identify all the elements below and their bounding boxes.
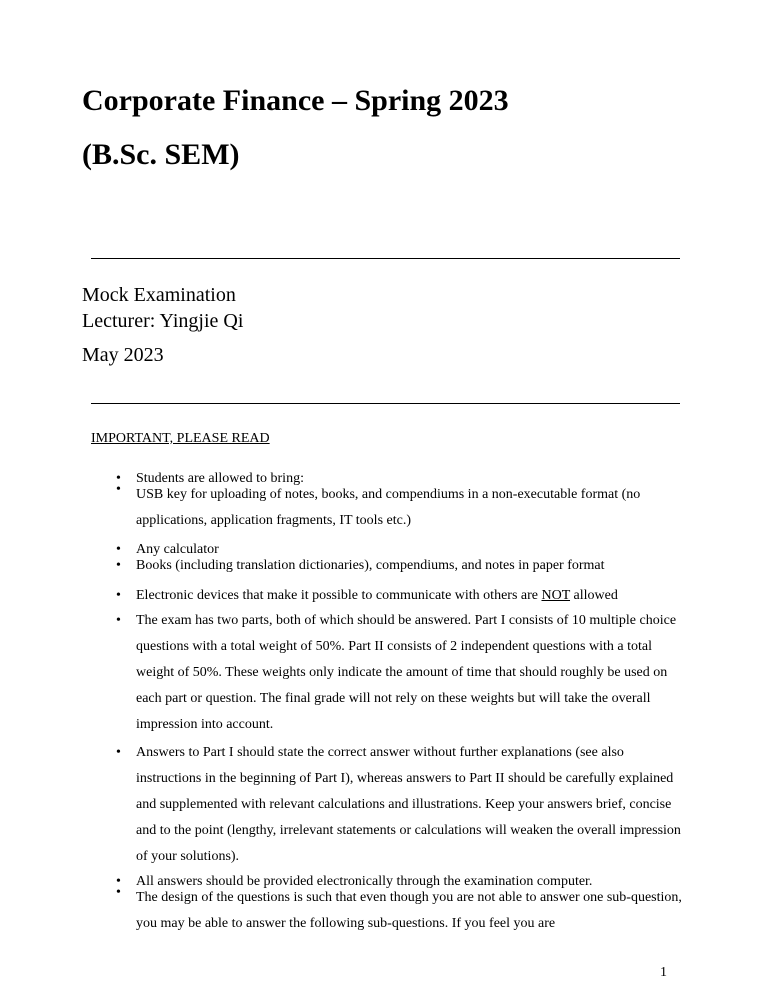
list-item	[116, 740, 686, 870]
bullet-icon: •	[116, 613, 121, 628]
list-item	[116, 482, 686, 534]
lecturer: Lecturer: Yingjie Qi	[82, 310, 244, 332]
exam-type: Mock Examination	[82, 284, 236, 306]
list-item	[116, 588, 686, 604]
list-item-text: Answers to Part I should state the correct answer without further explanations (see also instructions in the beginning of Part I), whereas answers to Part II should be carefully explained and supplemented with relevant calculations and illustrations. Keep your answers brief, concise and to the point (lengthy, irrelevant statements or calculations will weaken the overall impression of your solutions).	[136, 745, 681, 864]
devices-text-pre: Electronic devices that make it possible to communicate with others are	[136, 588, 542, 603]
devices-text-not: NOT	[541, 588, 571, 603]
list-item-text	[136, 588, 686, 604]
document-title: Corporate Finance – Spring 2023	[82, 84, 509, 117]
list-item	[116, 608, 686, 738]
list-item-text: The design of the questions is such that even though you are not able to answer one sub-question, you may be able to answer the following sub-questions. If you feel you are	[136, 890, 682, 931]
devices-text-post: allowed	[570, 588, 618, 603]
page-number: 1	[660, 965, 667, 980]
bullet-icon: •	[116, 542, 121, 557]
exam-date: May 2023	[82, 344, 164, 366]
bullet-icon: •	[116, 874, 121, 889]
important-heading: IMPORTANT, PLEASE READ	[91, 431, 270, 446]
list-item-text: USB key for uploading of notes, books, and compendiums in a non-executable format (no applications, application fragments, IT tools etc.)	[136, 487, 641, 528]
divider-bottom	[91, 403, 680, 404]
bullet-icon: •	[116, 885, 121, 900]
bullet-icon: •	[116, 588, 121, 603]
bullet-icon: •	[116, 558, 121, 573]
document-subtitle: (B.Sc. SEM)	[82, 138, 240, 171]
list-item-text: Any calculator	[136, 542, 219, 557]
bullet-icon: •	[116, 482, 121, 497]
bullet-icon: •	[116, 745, 121, 760]
list-item	[116, 542, 686, 558]
list-item-text: The exam has two parts, both of which should be answered. Part I consists of 10 multiple choice questions with a total weight of 50%. Part II consists of 2 independent questions with a total weight of 50%. These weights only indicate the amount of time that should roughly be used on each part or question. The final grade will not rely on these weights but will take the overall impression into account.	[136, 613, 677, 732]
list-item-text: Books (including translation dictionaries), compendiums, and notes in paper format	[136, 558, 605, 573]
list-item	[116, 885, 686, 937]
divider-top	[91, 258, 680, 259]
instructions-list	[116, 471, 686, 937]
list-item-text: Students are allowed to bring:	[136, 471, 304, 486]
list-item	[116, 558, 686, 574]
list-item-text: All answers should be provided electronically through the examination computer.	[136, 874, 593, 889]
bullet-icon: •	[116, 471, 121, 486]
